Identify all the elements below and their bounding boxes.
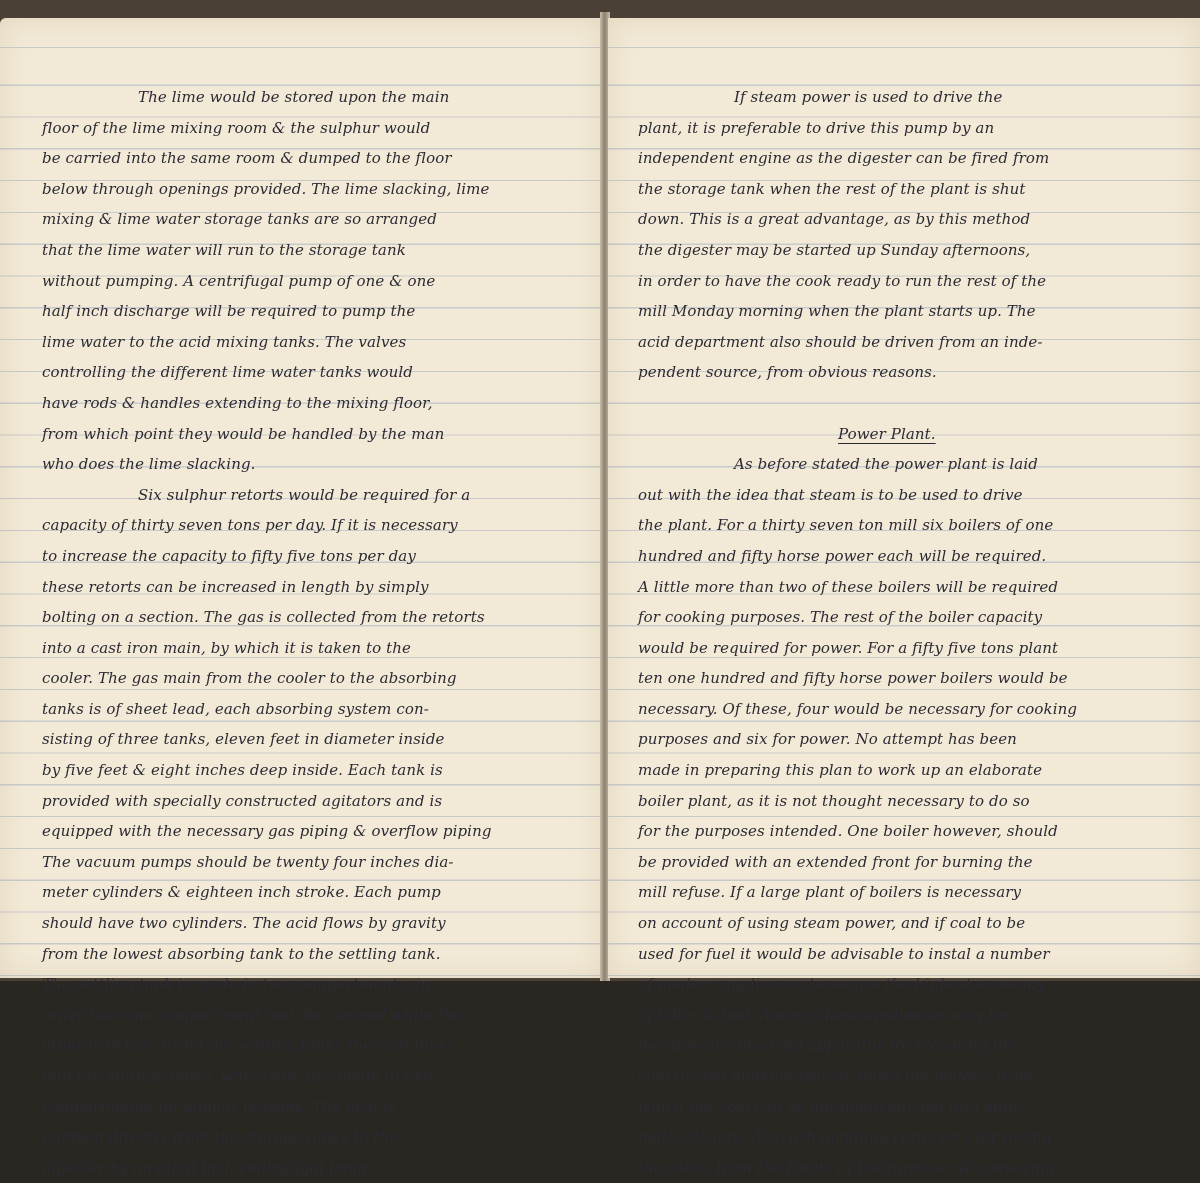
left-page-text <box>42 82 594 1183</box>
left-page-text-line: controlling the different lime water tanks would <box>42 363 413 382</box>
right-page-text-line: on account of using steam power, and if coal to be <box>638 914 1026 933</box>
right-page-text-line: made in preparing this plan to work up an elaborate <box>638 761 1043 780</box>
left-page-text-line: from the lowest absorbing tank to the settling tank. <box>42 944 441 963</box>
right-page-text-line: would be required for power. For a fifty five tons plant <box>638 638 1059 657</box>
left-page-text-line: pumped directly from the storage tanks to the <box>42 1128 399 1147</box>
right-page-text-line: If steam power is used to drive the <box>734 88 1003 106</box>
right-page-text-line: the plant. For a thirty seven ton mill six boilers of one <box>638 516 1054 535</box>
right-page-text-line: used for fuel it would be advisable to instal a number <box>638 944 1050 963</box>
left-page-text-line: The vacuum pumps should be twenty four inches dia- <box>42 852 454 871</box>
right-page-text-line: be provided with an extended front for burning the <box>638 852 1033 871</box>
right-page-text-line: boiler plant, as it is not thought necessary to do so <box>638 791 1030 810</box>
left-page-text-line: lime water to the acid mixing tanks. The valves <box>42 332 407 351</box>
left-page-text-line: below through openings provided. The lime slacking, lime <box>42 179 490 198</box>
right-page-text-line: for cooking purposes. The rest of the boiler capacity <box>638 608 1043 627</box>
right-page-text-line: mill Monday morning when the plant starts up. The <box>638 302 1036 321</box>
left-page-text-line: by five feet & eight inches deep inside. Each tank is <box>42 761 443 780</box>
right-page-text-line: hundred and fifty horse power each will be required. <box>638 546 1047 565</box>
right-page-text-line: mill refuse. If a large plant of boilers is necessary <box>638 883 1022 902</box>
left-page-text-line: into a cast iron main, by which it is taken to the <box>42 638 412 657</box>
left-page-text-line: into the storage tanks, which are also made in two <box>42 1067 433 1085</box>
right-page-text-line: independent engine as the digester can be fired from <box>638 149 1050 168</box>
right-page-text-line: which the coal can be automatically fed into auto- <box>638 1097 1024 1116</box>
left-page-text-line: digester by an eight inch centrifugal pump. <box>42 1158 378 1177</box>
left-page-text-line: bolting on a section. The gas is collected from the retorts <box>42 608 485 627</box>
left-page-text-line: The settling tank is made in two compartments, in <box>42 975 431 994</box>
left-page-text-line: floor of the lime mixing room & the sulphur would <box>42 118 431 137</box>
right-page-text-line: ten one hundred and fifty horse power boilers would be <box>638 669 1068 688</box>
left-page-text-line: The lime would be stored upon the main <box>138 88 450 106</box>
right-page-text <box>638 82 1188 1183</box>
right-page-section-heading: Power Plant. <box>838 424 936 443</box>
right-page-text-line: As before stated the power plant is laid <box>734 455 1038 474</box>
left-page-text-line: that the lime water will run to the storage tank <box>42 240 406 259</box>
left-page-text-line: compartments for similar reasons. The acid is <box>42 1097 396 1116</box>
right-page-text-line: in order to have the cook ready to run the rest of the <box>638 271 1047 290</box>
left-page-text-line: half inch discharge will be required to pump the <box>42 302 416 321</box>
left-page-text-line: should have two cylinders. The acid flows by gravity <box>42 914 446 933</box>
right-page-text-line: the digester may be started up Sunday afternoons, <box>638 240 1031 259</box>
left-page-text-line: from which point they would be handled by the man <box>42 424 445 443</box>
left-page-text-line: sisting of three tanks, eleven feet in diameter inside <box>42 730 445 749</box>
right-page-text-line: down. This is a great advantage, as by this method <box>638 210 1031 229</box>
left-page-text-line: mixing & lime water storage tanks are so arranged <box>42 210 437 229</box>
left-page-text-line: tanks is of sheet lead, each absorbing system con- <box>42 699 429 718</box>
left-page-text-line: capacity of thirty seven tons per day. If it is necessary <box>42 516 458 535</box>
right-page-text-line: matic stokers. Also ash handling conveyers for taking <box>638 1128 1052 1147</box>
left-page-text-line: without pumping. A centrifugal pump of one & one <box>42 271 436 290</box>
left-page <box>0 18 602 1177</box>
left-page-text-line: meter cylinders & eighteen inch stroke. Each pump <box>42 883 441 902</box>
left-page-text-line: who does the lime slacking. <box>42 455 256 474</box>
left-page-text-line: provided with specially constructed agitators and is <box>42 791 443 810</box>
right-page-text-line <box>638 388 1188 419</box>
left-page-text-line: these retorts can be increased in length by simply <box>42 577 429 596</box>
right-page-text-line: A little more than two of these boilers will be required <box>638 577 1059 596</box>
right-page <box>608 18 1200 1177</box>
left-page-text-line: equipped with the necessary gas piping & overflow piping <box>42 822 492 841</box>
left-page-text-line: Six sulphur retorts would be required for a <box>138 485 471 504</box>
right-page-text-line: out with the idea that steam is to be used to drive <box>638 485 1023 504</box>
right-page-text-line: the ashes from the fronts of the furnaces & conveying <box>638 1158 1055 1177</box>
right-page-text-line: for the purposes intended. One boiler however, should <box>638 822 1058 841</box>
left-page-text-line: other is in use. From the settling tanks the acid flows <box>42 1036 455 1055</box>
left-page-text-line: cooler. The gas main from the cooler to the absorbing <box>42 669 457 688</box>
left-page-text-line: have rods & handles extending to the mixing floor, <box>42 393 433 412</box>
right-page-text-line: necessary. Of these, four would be necessary for cooking <box>638 699 1078 718</box>
right-page-text-line: pendent source, from obvious reasons. <box>638 363 937 382</box>
right-page-text-line: mentioned conveying apparatus for elevating the <box>638 1036 1018 1055</box>
right-page-text-line: the storage tank when the rest of the plant is shut <box>638 179 1026 198</box>
right-page-text-line: of labor & fuel. Among these appliances may be <box>638 1005 1008 1024</box>
left-page-text-line: to increase the capacity to fifty five tons per day <box>42 546 416 565</box>
right-page-text-line: coal to coal bunkers placed above the boilers, from <box>638 1067 1033 1085</box>
right-page-text-line: plant, it is preferable to drive this pump by an <box>638 118 995 137</box>
right-page-text-line: acid department also should be driven from an inde- <box>638 332 1043 351</box>
right-page-text-line: purposes and six for power. No attempt has been <box>638 730 1017 749</box>
left-page-text-line: order that one compartment may be cleaned while the <box>42 1005 463 1024</box>
left-page-text-line: be carried into the same room & dumped to the floor <box>42 149 452 168</box>
right-page-text-line: of modern appliances to secure the highest economy <box>638 975 1046 994</box>
